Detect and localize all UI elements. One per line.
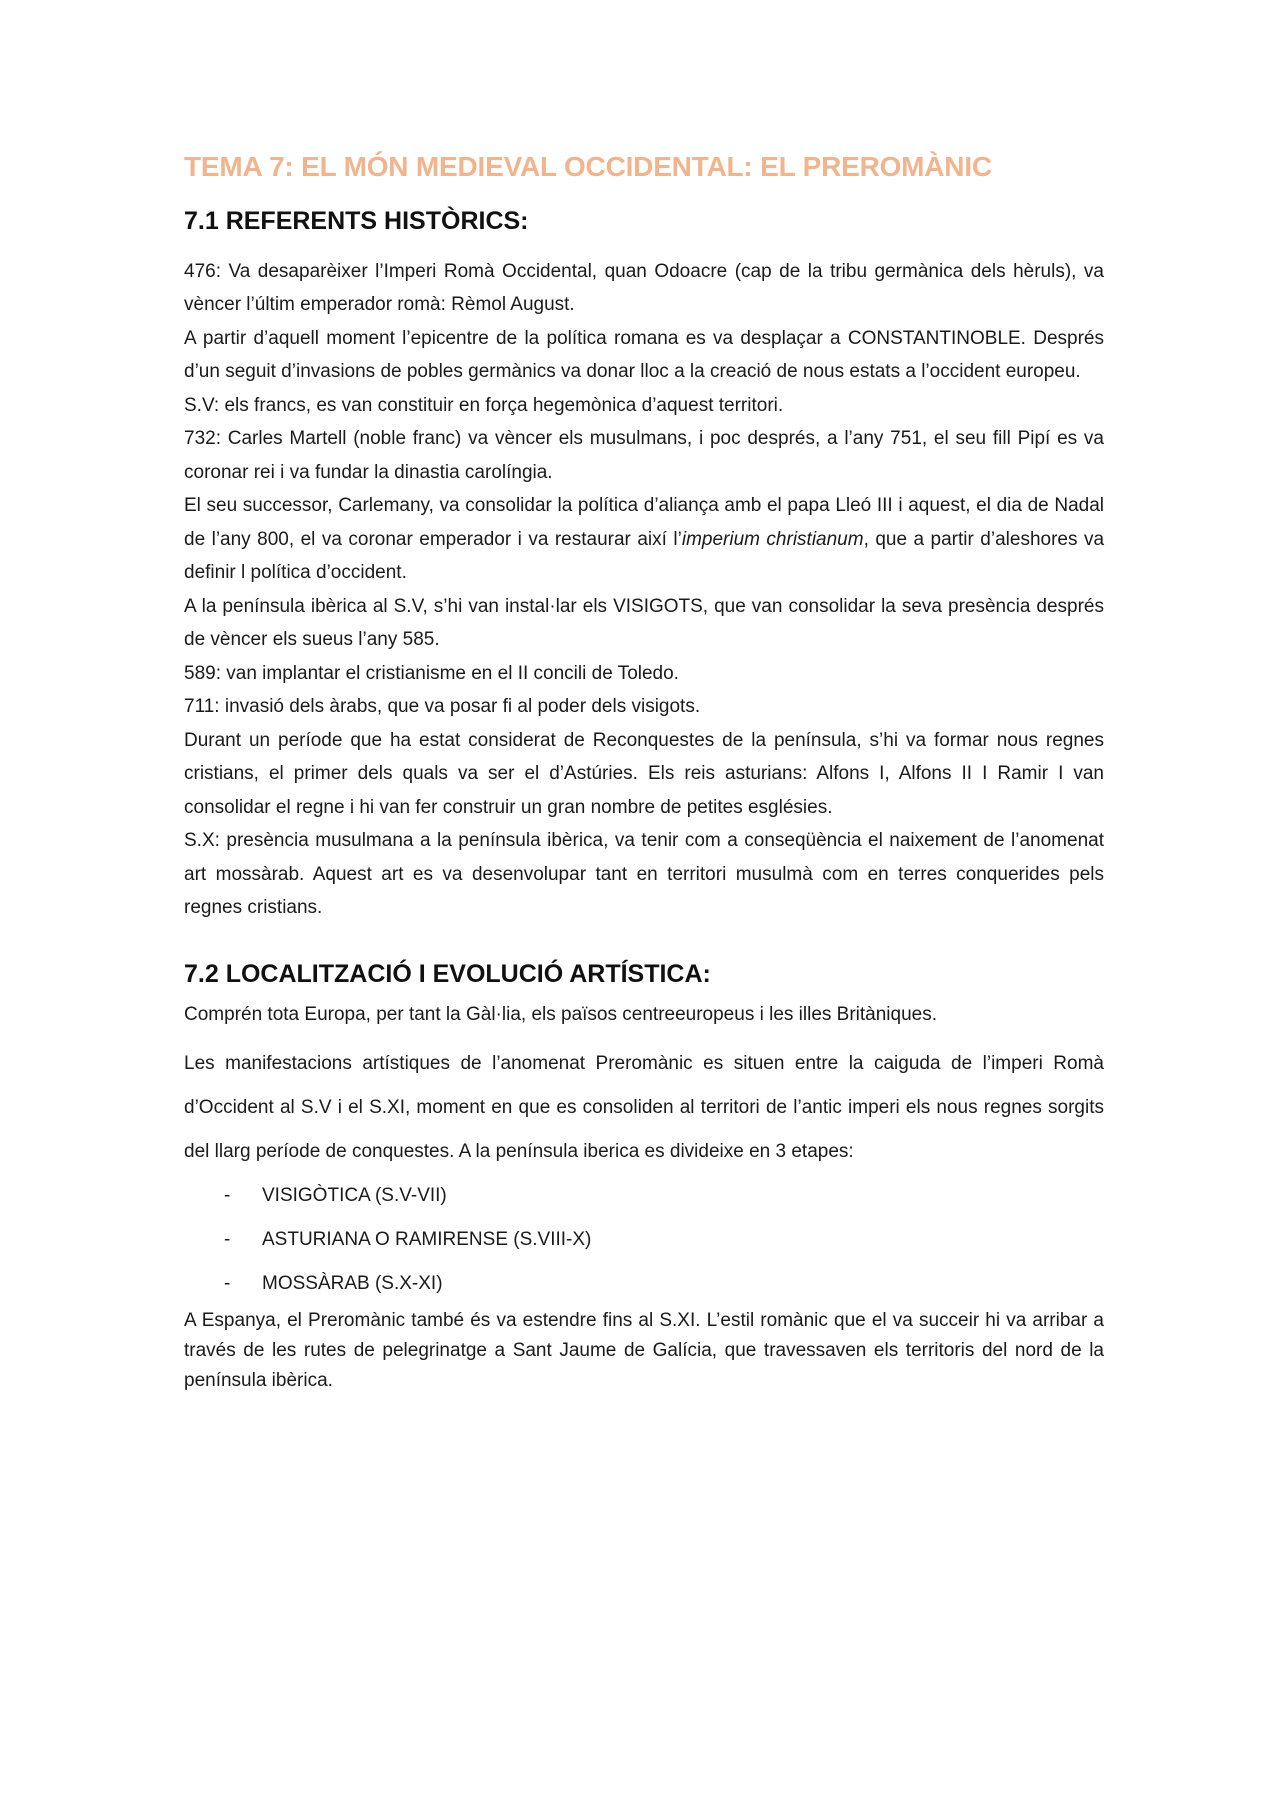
paragraph: 732: Carles Martell (noble franc) va vèncer els musulmans, i poc després, a l’any 751, el seu fill Pipí es va coronar rei i va fundar la dinastia carolíngia. <box>184 428 1104 483</box>
list-item <box>184 1262 1104 1306</box>
section-heading-historical-references: 7.1 REFERENTS HISTÒRICS: <box>184 206 529 235</box>
document-page <box>184 150 1104 1408</box>
list-item-text: ASTURIANA O RAMIRENSE (S.VIII-X) <box>262 1229 592 1251</box>
paragraph: Durant un període que ha estat considerat de Reconquestes de la península, s’hi va formar nous regnes cristians, el primer dels quals va ser el d’Astúries. Els reis asturians: Alfons I, Alfons II I Ramir I van consolidar el regne i hi van fer construir un gran nombre de petites esglésies. <box>184 729 1104 818</box>
list-item <box>184 1218 1104 1262</box>
paragraph-closing: A Espanya, el Preromànic també és va estendre fins al S.XI. L’estil romànic que el va succeir hi va arribar a través de les rutes de pelegrinatge a Sant Jaume de Galícia, que travessaven els territoris del nord de la península ibèrica. <box>184 1310 1104 1392</box>
document-title: TEMA 7: EL MÓN MEDIEVAL OCCIDENTAL: EL PREROMÀNIC <box>184 151 992 182</box>
paragraph-intro: Comprén tota Europa, per tant la Gàl·lia, els països centreeuropeus i les illes Britàniques. <box>184 1004 938 1026</box>
list-dash: - <box>224 1273 231 1295</box>
list-item <box>184 1174 1104 1218</box>
list-item-text: MOSSÀRAB (S.X-XI) <box>262 1273 443 1295</box>
paragraph: 711: invasió dels àrabs, que va posar fi al poder dels visigots. <box>184 696 701 718</box>
section-heading-localization: 7.2 LOCALITZACIÓ I EVOLUCIÓ ARTÍSTICA: <box>184 959 711 988</box>
list-item-text: VISIGÒTICA (S.V-VII) <box>262 1185 447 1207</box>
paragraph: 476: Va desaparèixer l’Imperi Romà Occidental, quan Odoacre (cap de la tribu germànica dels hèruls), va vèncer l’últim emperador romà: Rèmol August. <box>184 260 1104 316</box>
stages-list <box>184 1174 1104 1306</box>
historical-references-body <box>184 255 1104 925</box>
text-run: El seu successor, Carlemany, va consolidar la política d’aliança amb el papa Lleó III i aquest, el dia de Nadal de l’any 800, el va coronar emperador i va restaurar així l’ <box>184 495 1104 550</box>
italic-term: imperium christianum <box>681 528 864 550</box>
text-run: , que a partir d’aleshores va definir l política d’occident. <box>184 528 1105 584</box>
paragraph: Les manifestacions artístiques de l’anomenat Preromànic es situen entre la caiguda de l’imperi Romà d’Occident al S.V i el S.XI, moment en que es consoliden al territori de l’antic imperi els nous regnes sorgits del llarg període de conquestes. A la península iberica es divideixe en 3 etapes: <box>184 1053 1104 1163</box>
paragraph: S.V: els francs, es van constituir en força hegemònica d’aquest territori. <box>184 394 784 416</box>
paragraph: A partir d’aquell moment l’epicentre de la política romana es va desplaçar a CONSTANTINOBLE. Després d’un seguit d’invasions de pobles germànics va donar lloc a la creació de nous estats a l’occident europeu. <box>184 327 1104 383</box>
paragraph: A la península ibèrica al S.V, s’hi van instal·lar els VISIGOTS, que van consolidar la seva presència després de vèncer els sueus l’any 585. <box>184 595 1104 651</box>
paragraph-carlemany <box>184 489 1104 590</box>
paragraph: 589: van implantar el cristianisme en el II concili de Toledo. <box>184 662 679 684</box>
localization-body <box>184 1000 1104 1396</box>
paragraph: S.X: presència musulmana a la península ibèrica, va tenir com a conseqüència el naixement de l’anomenat art mossàrab. Aquest art es va desenvolupar tant en territori musulmà com en terres conquerides pels regnes cristians. <box>184 830 1104 919</box>
list-dash: - <box>224 1229 231 1251</box>
list-dash: - <box>224 1185 231 1207</box>
